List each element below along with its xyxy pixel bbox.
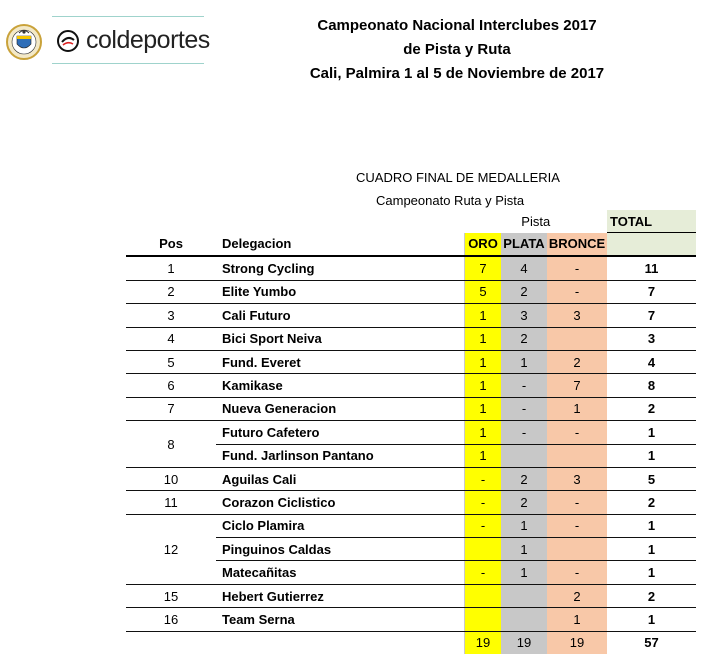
bronce-cell: 7 bbox=[547, 374, 607, 397]
total-bronce: 19 bbox=[547, 631, 607, 654]
bronce-cell: 3 bbox=[547, 304, 607, 327]
total-cell: 2 bbox=[607, 397, 696, 420]
total-cell: 2 bbox=[607, 584, 696, 607]
oro-cell: 1 bbox=[465, 374, 502, 397]
pos-cell: 5 bbox=[126, 350, 216, 373]
bronce-cell: - bbox=[547, 514, 607, 537]
table-row bbox=[126, 327, 696, 350]
table-row bbox=[126, 514, 696, 537]
medal-table-caption: CUADRO FINAL DE MEDALLERIA bbox=[356, 170, 560, 185]
bronce-cell bbox=[547, 327, 607, 350]
total-cell: 4 bbox=[607, 350, 696, 373]
delegacion-cell: Ciclo Plamira bbox=[216, 514, 465, 537]
table-row bbox=[126, 256, 696, 280]
oro-cell: 1 bbox=[465, 327, 502, 350]
pos-cell: 2 bbox=[126, 280, 216, 303]
plata-header: PLATA bbox=[501, 233, 547, 257]
oro-cell bbox=[465, 538, 502, 561]
medal-table-subcaption: Campeonato Ruta y Pista bbox=[376, 193, 525, 208]
plata-cell bbox=[501, 584, 547, 607]
plata-cell: 1 bbox=[501, 561, 547, 584]
oro-cell: 1 bbox=[465, 350, 502, 373]
delegacion-cell: Fund. Jarlinson Pantano bbox=[216, 444, 465, 467]
bronce-cell: - bbox=[547, 256, 607, 280]
oro-cell: 7 bbox=[465, 256, 502, 280]
grand-total: 57 bbox=[644, 635, 659, 651]
pos-cell: 3 bbox=[126, 304, 216, 327]
table-row bbox=[126, 350, 696, 373]
oro-cell: - bbox=[465, 467, 502, 490]
plata-cell: - bbox=[501, 397, 547, 420]
delegacion-cell: Nueva Generacion bbox=[216, 397, 465, 420]
total-cell: 1 bbox=[607, 444, 696, 467]
oro-cell: 1 bbox=[465, 444, 502, 467]
delegacion-cell: Corazon Ciclistico bbox=[216, 491, 465, 514]
plata-cell: 3 bbox=[501, 304, 547, 327]
plata-cell: 2 bbox=[501, 467, 547, 490]
total-cell: 7 bbox=[607, 280, 696, 303]
pos-cell: 11 bbox=[126, 491, 216, 514]
bronce-cell: 1 bbox=[547, 397, 607, 420]
pos-header: Pos bbox=[126, 233, 216, 257]
bronce-cell: 2 bbox=[547, 350, 607, 373]
bronce-cell: 2 bbox=[547, 584, 607, 607]
plata-cell: 2 bbox=[501, 280, 547, 303]
pos-cell: 8 bbox=[126, 421, 216, 468]
plata-cell: 2 bbox=[501, 327, 547, 350]
plata-cell: 2 bbox=[501, 491, 547, 514]
header-title-line2: de Pista y Ruta bbox=[403, 41, 511, 58]
total-cell: 8 bbox=[607, 374, 696, 397]
delegacion-cell: Strong Cycling bbox=[216, 256, 465, 280]
total-plata: 19 bbox=[501, 631, 547, 654]
oro-cell: - bbox=[465, 514, 502, 537]
total-cell: 1 bbox=[607, 561, 696, 584]
oro-cell: - bbox=[465, 491, 502, 514]
bronce-cell: - bbox=[547, 561, 607, 584]
plata-cell bbox=[501, 444, 547, 467]
oro-cell bbox=[465, 608, 502, 631]
plata-cell: 1 bbox=[501, 538, 547, 561]
plata-cell: 4 bbox=[501, 256, 547, 280]
pos-cell: 16 bbox=[126, 608, 216, 631]
table-row bbox=[126, 374, 696, 397]
oro-cell: 1 bbox=[465, 304, 502, 327]
delegacion-cell: Hebert Gutierrez bbox=[216, 584, 465, 607]
oro-header: ORO bbox=[465, 233, 502, 257]
total-oro: 19 bbox=[465, 631, 502, 654]
oro-cell: 5 bbox=[465, 280, 502, 303]
delegacion-cell: Fund. Everet bbox=[216, 350, 465, 373]
plata-cell: - bbox=[501, 374, 547, 397]
table-row bbox=[126, 491, 696, 514]
delegacion-cell: Elite Yumbo bbox=[216, 280, 465, 303]
table-row bbox=[126, 584, 696, 607]
coldeportes-emblem-icon bbox=[56, 29, 80, 53]
bronce-cell: 3 bbox=[547, 467, 607, 490]
pos-cell: 10 bbox=[126, 467, 216, 490]
header-title-line3: Cali, Palmira 1 al 5 de Noviembre de 2017 bbox=[309, 65, 605, 82]
plata-cell: 1 bbox=[501, 514, 547, 537]
total-cell: 1 bbox=[607, 514, 696, 537]
delegacion-cell: Cali Futuro bbox=[216, 304, 465, 327]
table-row bbox=[126, 421, 696, 444]
bronce-cell bbox=[547, 444, 607, 467]
delegacion-cell: Pinguinos Caldas bbox=[216, 538, 465, 561]
plata-cell: 1 bbox=[501, 350, 547, 373]
total-cell: 7 bbox=[607, 304, 696, 327]
oro-cell: 1 bbox=[465, 397, 502, 420]
total-cell: 1 bbox=[607, 538, 696, 561]
delegacion-cell: Team Serna bbox=[216, 608, 465, 631]
table-group-header-row bbox=[126, 210, 696, 233]
table-row bbox=[126, 397, 696, 420]
document-header bbox=[262, 14, 652, 86]
total-cell: 1 bbox=[607, 421, 696, 444]
delegacion-cell: Futuro Cafetero bbox=[216, 421, 465, 444]
delegacion-header: Delegacion bbox=[216, 233, 465, 257]
pos-cell: 1 bbox=[126, 256, 216, 280]
total-cell: 11 bbox=[607, 256, 696, 280]
bronce-cell: - bbox=[547, 491, 607, 514]
total-header: TOTAL bbox=[607, 210, 696, 233]
plata-cell bbox=[501, 608, 547, 631]
table-row bbox=[126, 608, 696, 631]
plata-cell: - bbox=[501, 421, 547, 444]
delegacion-cell: Kamikase bbox=[216, 374, 465, 397]
total-cell: 2 bbox=[607, 491, 696, 514]
table-row bbox=[126, 467, 696, 490]
bronce-header: BRONCE bbox=[547, 233, 607, 257]
totals-row bbox=[126, 631, 696, 654]
medal-table bbox=[126, 210, 696, 654]
table-row bbox=[126, 280, 696, 303]
bronce-cell: - bbox=[547, 280, 607, 303]
coldeportes-logo bbox=[52, 16, 210, 64]
table-header-row bbox=[126, 233, 696, 257]
bronce-cell bbox=[547, 538, 607, 561]
delegacion-cell: Aguilas Cali bbox=[216, 467, 465, 490]
pos-cell: 7 bbox=[126, 397, 216, 420]
pos-cell: 6 bbox=[126, 374, 216, 397]
total-cell: 1 bbox=[607, 608, 696, 631]
pos-cell: 12 bbox=[126, 514, 216, 584]
total-cell: 5 bbox=[607, 467, 696, 490]
oro-cell bbox=[465, 584, 502, 607]
table-row bbox=[126, 304, 696, 327]
delegacion-cell: Matecañitas bbox=[216, 561, 465, 584]
pos-cell: 4 bbox=[126, 327, 216, 350]
colombia-seal-logo bbox=[6, 22, 42, 62]
coldeportes-logo-text: coldeportes bbox=[86, 26, 210, 54]
total-cell: 3 bbox=[607, 327, 696, 350]
header-title-line1: Campeonato Nacional Interclubes 2017 bbox=[317, 17, 597, 34]
total-header-blank bbox=[607, 233, 696, 257]
bronce-cell: - bbox=[547, 421, 607, 444]
pista-group-header: Pista bbox=[521, 213, 551, 229]
pos-cell: 15 bbox=[126, 584, 216, 607]
delegacion-cell: Bici Sport Neiva bbox=[216, 327, 465, 350]
oro-cell: 1 bbox=[465, 421, 502, 444]
bronce-cell: 1 bbox=[547, 608, 607, 631]
oro-cell: - bbox=[465, 561, 502, 584]
